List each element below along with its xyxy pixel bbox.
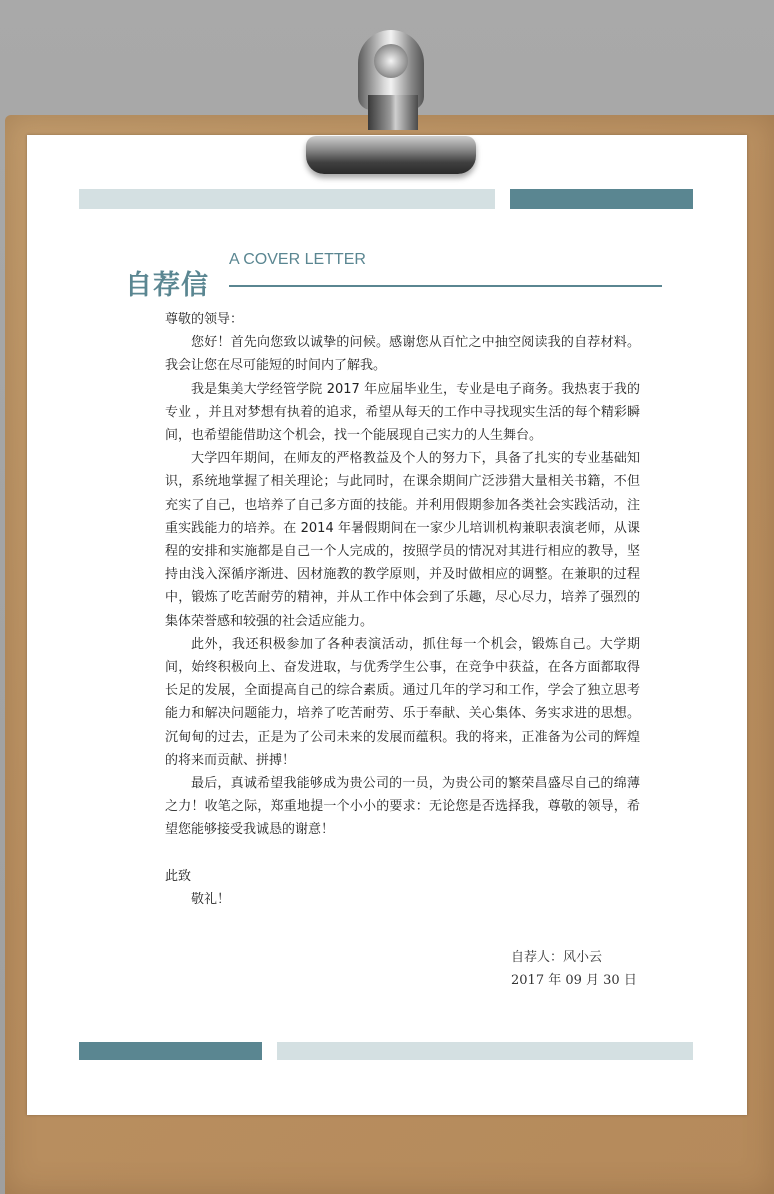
page-subtitle: A COVER LETTER: [229, 251, 366, 268]
binder-clip-base: [306, 136, 476, 174]
bottom-decor-bar-light: [277, 1042, 693, 1060]
top-decor-bar-dark: [510, 189, 693, 209]
paragraph-5: 最后，真诚希望我能够成为贵公司的一员，为贵公司的繁荣昌盛尽自己的绵薄之力！收笔之际，郑重地提一个小小的要求：无论您是否选择我，尊敬的领导，希望您能够接受我诚恳的谢意！: [165, 776, 640, 838]
paragraph-gap: [165, 842, 640, 865]
letter-body: [165, 308, 640, 911]
paragraph-2: 我是集美大学经管学院 2017 年应届毕业生，专业是电子商务。我热衷于我的专业 ，并且对梦想有执着的追求，希望从每天的工作中寻找现实生活的每个精彩瞬间，也希望能借助这个机会，找一个能展现自己实力的人生舞台。: [165, 381, 640, 444]
signature-block: [511, 946, 637, 992]
title-divider: [229, 285, 662, 287]
paragraph-1: 您好！首先向您致以诚挚的问候。感谢您从百忙之中抽空阅读我的自荐材料。我会让您在尽可能短的时间内了解我。: [165, 335, 640, 374]
closing-line-1: 此致: [165, 868, 192, 884]
binder-clip-neck: [368, 95, 418, 130]
paragraph-4: 此外，我还积极参加了各种表演活动，抓住每一个机会，锻炼自己。大学期间，始终积极向上、奋发进取，与优秀学生公事，在竞争中获益，在各方面都取得长足的发展，全面提高自己的综合素质。通过几年的学习和工作，学会了独立思考能力和解决问题能力，培养了吃苦耐劳、乐于奉献、关心集体、务实求进的思想。沉甸甸的过去，正是为了公司未来的发展而蕴积。我的将来，正准备为公司的辉煌的将来而贡献、拼搏！: [165, 636, 640, 768]
letter-date: 2017 年 09 月 30 日: [511, 973, 637, 988]
paragraph-3: 大学四年期间，在师友的严格教益及个人的努力下，具备了扎实的专业基础知识，系统地掌握了相关理论；与此同时，在课余期间广泛涉猎大量相关书籍，不但充实了自己，也培养了自己多方面的技能。并利用假期参加各类社会实践活动，注重实践能力的培养。在 2014 年暑假期间在一家少儿培训机构兼职表演老师，从课程的安排和实施都是自己一个人完成的，按照学员的情况对其进行相应的教导，坚持由浅入深循序渐进、因材施教的教学原则，并及时做相应的调整。在兼职的过程中，锻炼了吃苦耐劳的精神，并从工作中体会到了乐趣，尽心尽力，培养了强烈的集体荣誉感和较强的社会适应能力。: [165, 451, 640, 629]
bottom-decor-bar-dark: [79, 1042, 262, 1060]
closing-line-2: 敬礼！: [191, 891, 231, 907]
page-title: 自荐信: [125, 270, 209, 301]
top-decor-bar-light: [79, 189, 495, 209]
salutation: 尊敬的领导：: [165, 312, 244, 327]
signer-name: 自荐人：风小云: [511, 950, 603, 965]
